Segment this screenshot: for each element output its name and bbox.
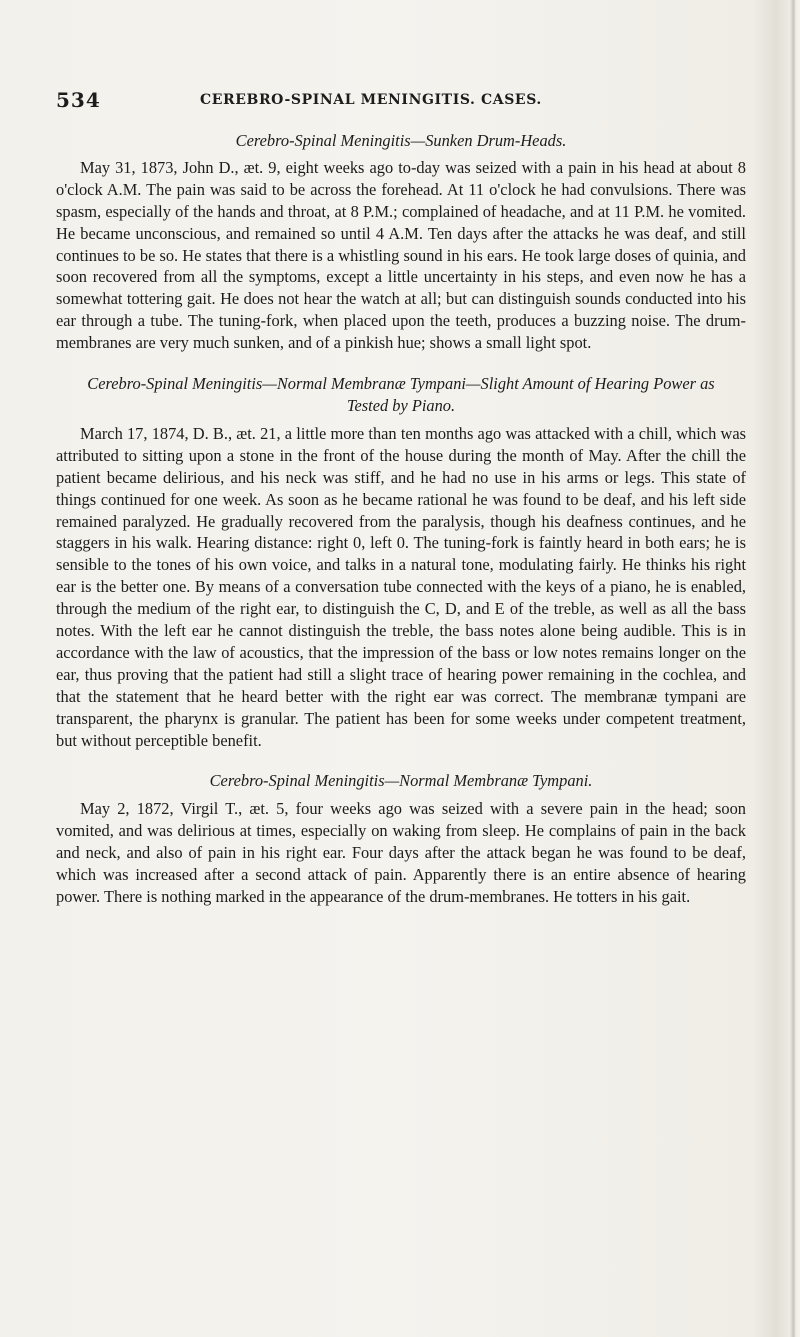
case-paragraph: May 2, 1872, Virgil T., æt. 5, four weeks ago was seized with a severe pain in the head; soon vomited, and was delirious at times, especially on waking from sleep. He complains of pain in the back and neck, and also of pain in his right ear. Four days after the attack began he was found to be deaf, which was increased after a second attack of pain. Apparently there is an entire absence of hearing power. There is nothing marked in the appearance of the drum-membranes. He totters in his gait. — [56, 799, 746, 906]
page-header — [56, 88, 756, 118]
case-paragraph: May 31, 1873, John D., æt. 9, eight weeks ago to-day was seized with a pain in his head at about 8 o'clock A.M. The pain was said to be across the forehead. At 11 o'clock he had convulsions. There was spasm, especially of the hands and throat, at 8 P.M.; complained of headache, and at 11 P.M. he vomited. He became unconscious, and remained so until 4 A.M. Ten days after the attacks he was deaf, and still continues to be so. He states that there is a whistling sound in his ears. He took large doses of quinia, and soon recovered from all the symptoms, except a little uncertainty in his steps, and even now he has a somewhat tottering gait. He does not hear the watch at all; but can distinguish sounds conducted into his ear through a tube. The tuning-fork, when placed upon the teeth, produces a buzzing noise. The drum-membranes are very much sunken, and of a pinkish hue; shows a small light spot. — [56, 157, 746, 353]
running-title: CEREBRO-SPINAL MENINGITIS. CASES. — [200, 92, 542, 108]
section-heading: Cerebro-Spinal Meningitis—Normal Membranæ Tympani. — [209, 771, 593, 791]
section-heading: Cerebro-Spinal Meningitis—Sunken Drum-Heads. — [235, 131, 567, 150]
page-edge-shadow — [790, 0, 796, 1337]
page-number: 534 — [56, 88, 101, 112]
page-body — [56, 128, 746, 908]
case-paragraph: March 17, 1874, D. B., æt. 21, a little more than ten months ago was attacked with a chill, which was attributed to sitting upon a stone in the front of the house during the month of May. After the chill the patient became delirious, and his neck was stiff, and he had no use in his arms or legs. This state of things continued for one week. As soon as he became rational he was found to be deaf, and his left side remained paralyzed. He gradually recovered from the paralysis, though his deafness continues, and he staggers in his walk. Hearing distance: right 0, left 0. The tuning-fork is faintly heard in both ears; he is sensible to the tones of his own voice, and talks in a natural tone, modulating fairly. He thinks his right ear is the better one. By means of a conversation tube connected with the keys of a piano, he is enabled, through the medium of the right ear, to distinguish the C, D, and E of the treble, as well as all the bass notes. With the left ear he cannot distinguish the treble, the bass notes alone being audible. This is in accordance with the law of acoustics, that the impression of the bass or low notes remains longer on the ear, thus proving that the patient had still a slight trace of hearing power remaining in the cochlea, and that the statement that he heard better with the right ear was correct. The membranæ tympani are transparent, the pharynx is granular. The patient has been for some weeks under competent treatment, but without perceptible benefit. — [56, 423, 746, 750]
section-heading: Cerebro-Spinal Meningitis—Normal Membranæ Tympani—Slight Amount of Hearing Power as Tested by Piano. — [87, 374, 715, 415]
